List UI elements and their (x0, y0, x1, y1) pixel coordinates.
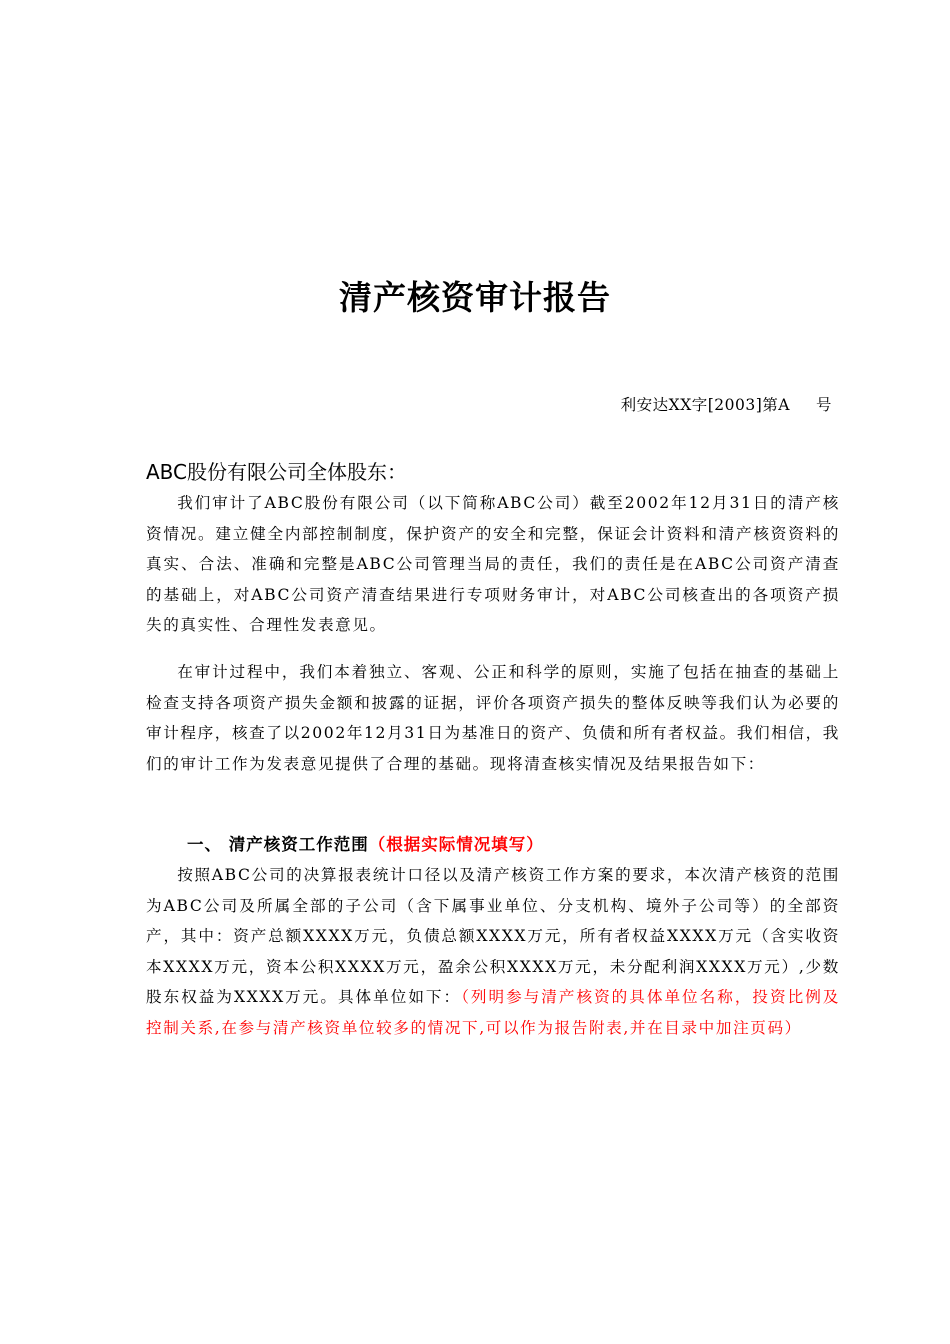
document-number-suffix: 号 (815, 396, 832, 414)
document-number (621, 393, 832, 415)
paragraph-audit-scope: 我们审计了ABC股份有限公司（以下简称ABC公司）截至2002年12月31日的清产核资情况。建立健全内部控制制度，保护资产的安全和完整，保证会计资料和清产核资资料的真实、合法、准确和完整是ABC公司管理当局的责任，我们的责任是在ABC公司资产清查的基础上，对ABC公司资产清查结果进行专项财务审计，对ABC公司核查出的各项资产损失的真实性、合理性发表意见。 (146, 494, 840, 634)
section-1-body (146, 860, 840, 1043)
section-1-heading (187, 831, 544, 855)
section-1-heading-note: （根据实际情况填写） (368, 835, 544, 854)
section-1-body-note: （列明参与清产核资的具体单位名称，投资比例及控制关系,在参与清产核资单位较多的情况下,可以作为报告附表,并在目录中加注页码） (146, 988, 840, 1037)
section-1-body-text: 按照ABC公司的决算报表统计口径以及清产核资工作方案的要求，本次清产核资的范围为ABC公司及所属全部的子公司（含下属事业单位、分支机构、境外子公司等）的全部资产，其中：资产总额XXXX万元，负债总额XXXX万元，所有者权益XXXX万元（含实收资本XXXX万元，资本公积XXXX万元，盈余公积XXXX万元，未分配利润XXXX万元）,少数股东权益为XXXX万元。具体单位如下： (146, 866, 840, 1006)
document-number-prefix: 利安达XX字[2003]第A (620, 396, 790, 414)
section-1-heading-text: 一、 清产核资工作范围 (187, 835, 369, 854)
addressee: ABC股份有限公司全体股东： (146, 460, 408, 484)
report-title: 清产核资审计报告 (339, 278, 611, 317)
paragraph-audit-process: 在审计过程中，我们本着独立、客观、公正和科学的原则，实施了包括在抽查的基础上检查支持各项资产损失金额和披露的证据，评价各项资产损失的整体反映等我们认为必要的审计程序，核查了以2002年12月31日为基准日的资产、负债和所有者权益。我们相信，我们的审计工作为发表意见提供了合理的基础。现将清查核实情况及结果报告如下： (146, 663, 840, 773)
